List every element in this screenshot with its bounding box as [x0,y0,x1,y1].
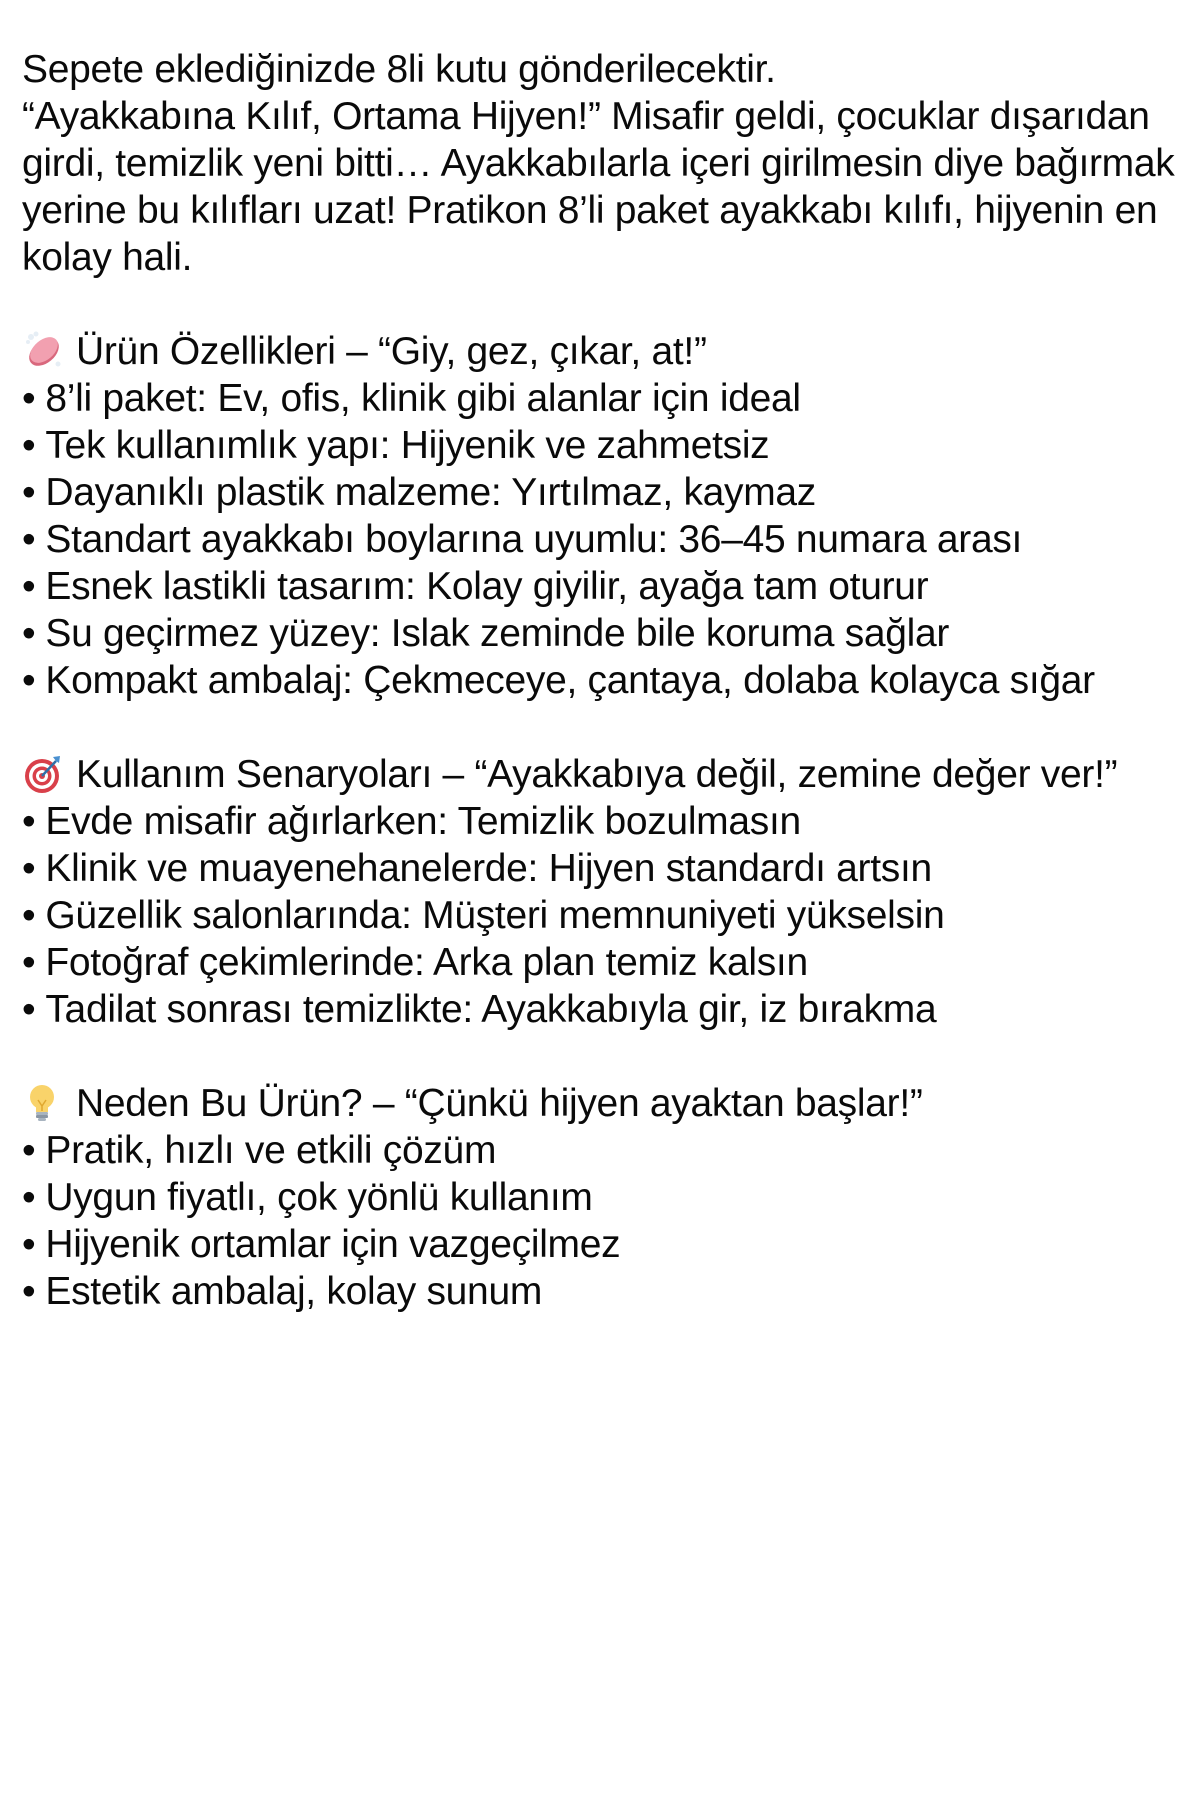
spacer [22,281,1182,328]
spacer [22,704,1182,751]
list-item: • Kompakt ambalaj: Çekmeceye, çantaya, dolaba kolayca sığar [22,659,1095,702]
list-item: • Evde misafir ağırlarken: Temizlik bozulmasın [22,800,801,843]
light-bulb-icon [22,1082,66,1124]
section-usage-scenarios [22,751,1182,1033]
section-title [22,751,1182,798]
section-title [22,1080,1182,1127]
list-item: • Hijyenik ortamlar için vazgeçilmez [22,1223,621,1266]
list-item: • Pratik, hızlı ve etkili çözüm [22,1129,497,1172]
list-item: • Klinik ve muayenehanelerde: Hijyen standardı artsın [22,847,932,890]
product-description [22,46,1182,1315]
list-item: • Esnek lastikli tasarım: Kolay giyilir, ayağa tam oturur [22,565,929,608]
spacer [22,1033,1182,1080]
target-icon [22,753,66,795]
section-product-features [22,328,1182,704]
list-item: • Güzellik salonlarında: Müşteri memnuniyeti yükselsin [22,894,945,937]
section-title-text: Neden Bu Ürün? – “Çünkü hijyen ayaktan başlar!” [76,1082,923,1125]
section-title-text: Ürün Özellikleri – “Giy, gez, çıkar, at!” [76,330,707,373]
soap-icon [22,330,66,372]
section-why-this-product [22,1080,1182,1315]
list-item: • 8’li paket: Ev, ofis, klinik gibi alanlar için ideal [22,377,801,420]
list-item: • Standart ayakkabı boylarına uyumlu: 36–45 numara arası [22,518,1023,561]
intro-shipping-note: Sepete eklediğinizde 8li kutu gönderilecektir. [22,48,776,91]
list-item: • Su geçirmez yüzey: Islak zeminde bile koruma sağlar [22,612,950,655]
list-item: • Estetik ambalaj, kolay sunum [22,1270,543,1313]
list-item: • Tek kullanımlık yapı: Hijyenik ve zahmetsiz [22,424,770,467]
section-title-text: Kullanım Senaryoları – “Ayakkabıya değil, zemine değer ver!” [76,753,1118,796]
list-item: • Tadilat sonrası temizlikte: Ayakkabıyla gir, iz bırakma [22,988,937,1031]
list-item: • Fotoğraf çekimlerinde: Arka plan temiz kalsın [22,941,808,984]
section-title [22,328,1182,375]
list-item: • Uygun fiyatlı, çok yönlü kullanım [22,1176,593,1219]
list-item: • Dayanıklı plastik malzeme: Yırtılmaz, kaymaz [22,471,817,514]
intro-paragraph: “Ayakkabına Kılıf, Ortama Hijyen!” Misafir geldi, çocuklar dışarıdan girdi, temizlik yeni bitti… Ayakkabılarla içeri girilmesin diye bağırmak yerine bu kılıfları uzat! Pratikon 8’li paket ayakkabı kılıfı, hijyenin en kolay hali. [22,95,1175,279]
